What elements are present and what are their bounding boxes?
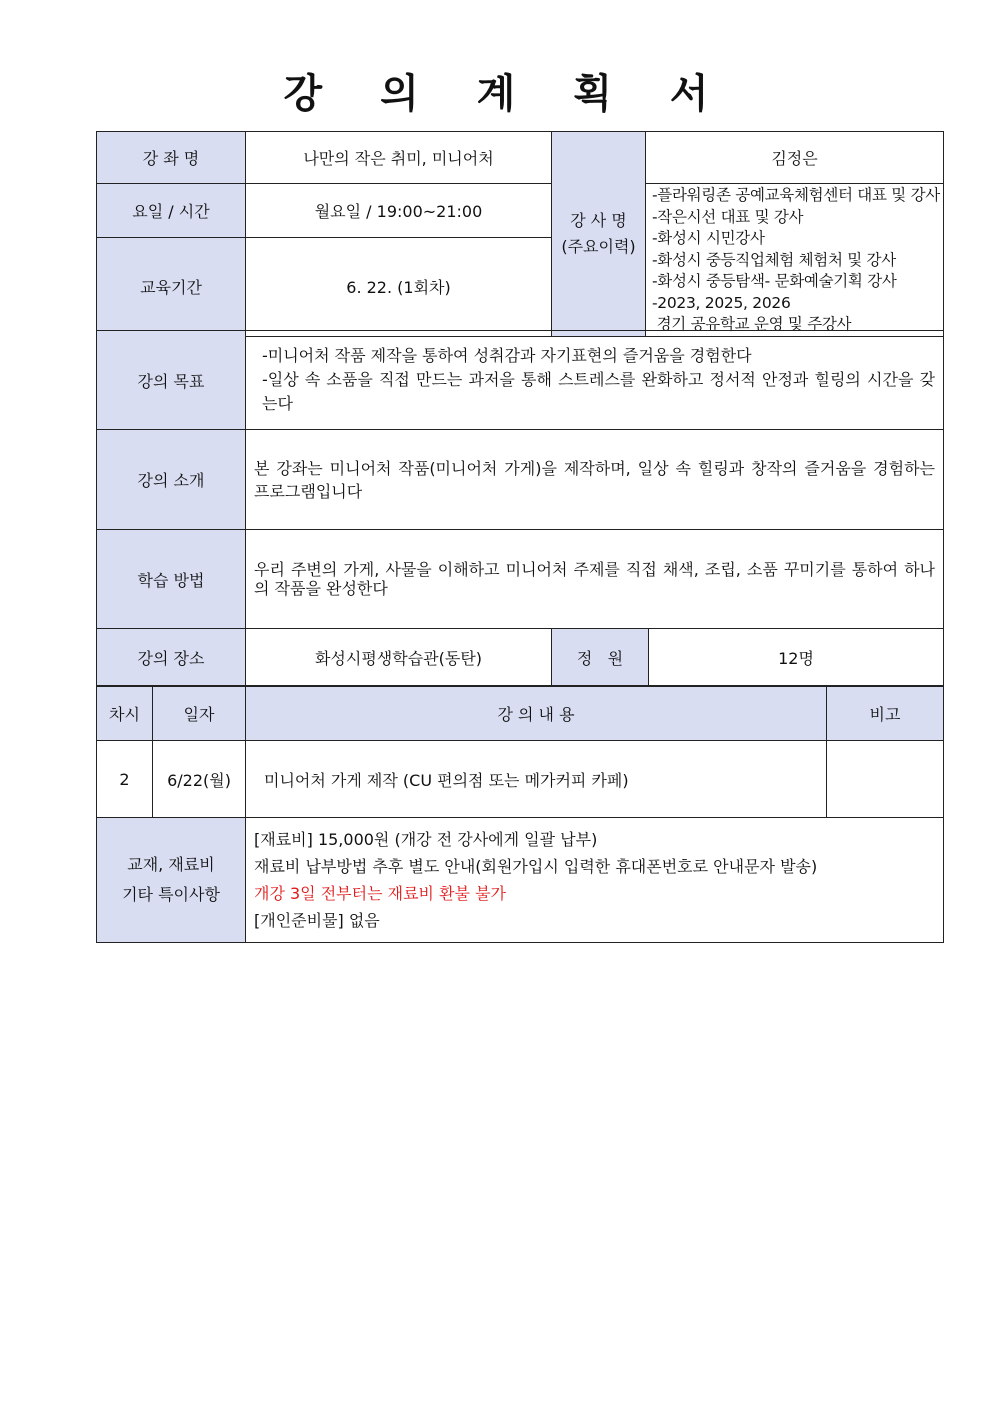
materials-label-line2: 기타 특이사항 — [122, 885, 220, 904]
capacity-label: 정 원 — [552, 629, 649, 686]
career-item: 경기 공유학교 운영 및 주강사 — [652, 315, 852, 333]
method-label: 학습 방법 — [97, 530, 246, 629]
course-name-value: 나만의 작은 취미, 미니어처 — [246, 132, 552, 184]
personal-items: [개인준비물] 없음 — [254, 911, 380, 930]
instructor-label-line1: 강 사 명 — [570, 210, 627, 230]
session-no: 2 — [97, 741, 153, 818]
course-detail-table — [96, 330, 944, 686]
session-date: 6/22(월) — [153, 741, 246, 818]
goal-line: -미니어처 작품 제작을 통하여 성취감과 자기표현의 즐거움을 경험한다 — [262, 346, 752, 365]
career-item: -2023, 2025, 2026 — [652, 293, 791, 312]
material-payment: 재료비 납부방법 추후 별도 안내(회원가입시 입력한 휴대폰번호로 안내문자 발송) — [254, 857, 818, 876]
venue-value: 화성시평생학습관(동탄) — [246, 629, 552, 686]
instructor-career — [646, 184, 944, 337]
venue-label: 강의 장소 — [97, 629, 246, 686]
session-content: 미니어처 가게 제작 (CU 편의점 또는 메가커피 카페) — [246, 741, 827, 818]
course-info-table — [96, 131, 944, 337]
instructor-label — [552, 132, 646, 337]
method-text: 우리 주변의 가게, 사물을 이해하고 미니어처 주제를 직접 채색, 조립, 소품 꾸미기를 통하여 하나의 작품을 완성한다 — [246, 530, 944, 629]
session-no-header: 차시 — [97, 687, 153, 741]
instructor-name: 김정은 — [646, 132, 944, 184]
materials-label-line1: 교재, 재료비 — [127, 855, 215, 874]
goal-line: -일상 속 소품을 직접 만드는 과저을 통해 스트레스를 완화하고 정서적 안정과 힐링의 시간을 갖는다 — [262, 370, 936, 413]
materials-text — [246, 818, 944, 943]
capacity-value: 12명 — [649, 629, 944, 686]
session-note-header: 비고 — [827, 687, 944, 741]
material-fee-line — [254, 826, 935, 853]
career-item: -작은시선 대표 및 강사 — [652, 207, 804, 226]
goal-text — [246, 331, 944, 430]
intro-text: 본 강좌는 미니어처 작품(미니어처 가게)을 제작하며, 일상 속 힐링과 창작의 즐거움을 경험하는 프로그램입니다 — [246, 430, 944, 530]
career-item: -플라워링존 공예교육체험센터 대표 및 강사 — [652, 186, 940, 204]
materials-label — [97, 818, 246, 943]
schedule-value: 월요일 / 19:00~21:00 — [246, 184, 552, 238]
goal-label: 강의 목표 — [97, 331, 246, 430]
sessions-table — [96, 686, 944, 818]
schedule-label: 요일 / 시간 — [97, 184, 246, 238]
session-date-header: 일자 — [153, 687, 246, 741]
material-fee-note: (개강 전 강사에게 일괄 납부) — [389, 830, 598, 849]
table-row — [97, 741, 944, 818]
session-note — [827, 741, 944, 818]
refund-warning: 개강 3일 전부터는 재료비 환불 불가 — [254, 884, 506, 903]
materials-table — [96, 817, 944, 943]
career-item: -화성시 시민강사 — [652, 229, 765, 247]
career-item: -화성시 중등탐색- 문화예술기획 강사 — [652, 272, 897, 290]
career-item: -화성시 중등직업체험 체험처 및 강사 — [652, 250, 896, 269]
period-value: 6. 22. (1회차) — [246, 237, 552, 336]
session-content-header: 강 의 내 용 — [246, 687, 827, 741]
period-label: 교육기간 — [97, 237, 246, 336]
intro-label: 강의 소개 — [97, 430, 246, 530]
course-name-label: 강 좌 명 — [97, 132, 246, 184]
instructor-label-line2: (주요이력) — [561, 236, 636, 256]
page-title: 강 의 계 획 서 — [283, 71, 731, 117]
material-fee: [재료비] 15,000원 — [254, 830, 390, 849]
